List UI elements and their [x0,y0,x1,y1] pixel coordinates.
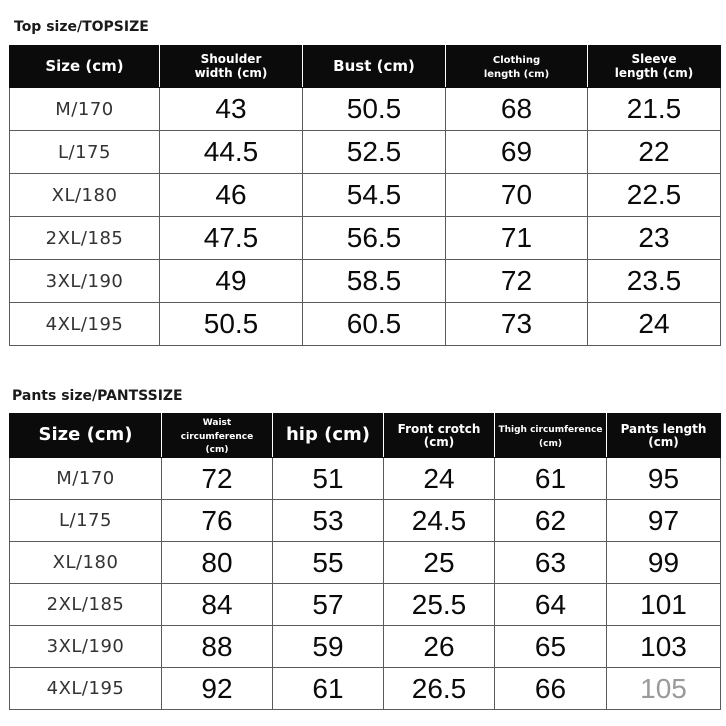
top-header-sleeve-length: Sleeve length (cm) [588,46,721,88]
thigh-value: 62 [495,500,607,542]
size-label: 4XL/195 [10,303,160,346]
top-header-clothing-length: Clothing length (cm) [446,46,588,88]
waist-value: 84 [162,584,273,626]
sleeve-length-value: 24 [588,303,721,346]
sleeve-length-value: 22 [588,131,721,174]
size-label: XL/180 [10,542,162,584]
pants-length-value: 101 [607,584,721,626]
table-row [10,626,721,668]
clothing-length-value: 72 [446,260,588,303]
clothing-length-value: 73 [446,303,588,346]
bust-value: 58.5 [303,260,446,303]
pants-header-front-crotch: Front crotch (cm) [384,414,495,458]
top-header-row [10,46,721,88]
pants-size-title: Pants size/PANTSSIZE [12,388,183,404]
clothing-length-value: 71 [446,217,588,260]
table-row [10,260,721,303]
table-row [10,303,721,346]
size-label: 3XL/190 [10,260,160,303]
sleeve-length-value: 23.5 [588,260,721,303]
size-label: 2XL/185 [10,584,162,626]
bust-value: 52.5 [303,131,446,174]
waist-value: 80 [162,542,273,584]
table-row [10,174,721,217]
thigh-value: 64 [495,584,607,626]
top-size-title: Top size/TOPSIZE [14,19,149,35]
bust-value: 54.5 [303,174,446,217]
waist-value: 92 [162,668,273,710]
front-crotch-value: 26.5 [384,668,495,710]
waist-value: 88 [162,626,273,668]
sleeve-length-value: 22.5 [588,174,721,217]
front-crotch-value: 25.5 [384,584,495,626]
thigh-value: 63 [495,542,607,584]
table-row [10,500,721,542]
shoulder-value: 49 [160,260,303,303]
size-label: 4XL/195 [10,668,162,710]
hip-value: 51 [273,458,384,500]
bust-value: 60.5 [303,303,446,346]
front-crotch-value: 24 [384,458,495,500]
thigh-value: 66 [495,668,607,710]
table-row [10,217,721,260]
size-label: 2XL/185 [10,217,160,260]
pants-size-table [9,413,721,710]
top-size-table [9,45,721,346]
waist-value: 72 [162,458,273,500]
bust-value: 50.5 [303,88,446,131]
pants-header-size: Size (cm) [10,414,162,458]
table-row [10,131,721,174]
shoulder-value: 50.5 [160,303,303,346]
pants-length-value: 105 [607,668,721,710]
pants-header-pants-length: Pants length (cm) [607,414,721,458]
pants-header-hip: hip (cm) [273,414,384,458]
shoulder-value: 44.5 [160,131,303,174]
sleeve-length-value: 23 [588,217,721,260]
table-row [10,668,721,710]
top-header-shoulder: Shoulder width (cm) [160,46,303,88]
pants-length-value: 97 [607,500,721,542]
pants-length-value: 99 [607,542,721,584]
size-label: XL/180 [10,174,160,217]
size-label: M/170 [10,458,162,500]
size-label: 3XL/190 [10,626,162,668]
clothing-length-value: 70 [446,174,588,217]
table-row [10,88,721,131]
pants-header-thigh: Thigh circumference (cm) [495,414,607,458]
thigh-value: 61 [495,458,607,500]
hip-value: 59 [273,626,384,668]
table-row [10,584,721,626]
front-crotch-value: 25 [384,542,495,584]
clothing-length-value: 68 [446,88,588,131]
top-header-size: Size (cm) [10,46,160,88]
pants-header-row [10,414,721,458]
hip-value: 55 [273,542,384,584]
waist-value: 76 [162,500,273,542]
size-label: L/175 [10,500,162,542]
shoulder-value: 47.5 [160,217,303,260]
pants-length-value: 95 [607,458,721,500]
top-header-bust: Bust (cm) [303,46,446,88]
size-label: L/175 [10,131,160,174]
table-row [10,542,721,584]
size-label: M/170 [10,88,160,131]
shoulder-value: 43 [160,88,303,131]
hip-value: 53 [273,500,384,542]
bust-value: 56.5 [303,217,446,260]
sleeve-length-value: 21.5 [588,88,721,131]
shoulder-value: 46 [160,174,303,217]
hip-value: 61 [273,668,384,710]
hip-value: 57 [273,584,384,626]
front-crotch-value: 24.5 [384,500,495,542]
table-row [10,458,721,500]
pants-length-value: 103 [607,626,721,668]
front-crotch-value: 26 [384,626,495,668]
thigh-value: 65 [495,626,607,668]
clothing-length-value: 69 [446,131,588,174]
pants-header-waist: Waist circumference (cm) [162,414,273,458]
